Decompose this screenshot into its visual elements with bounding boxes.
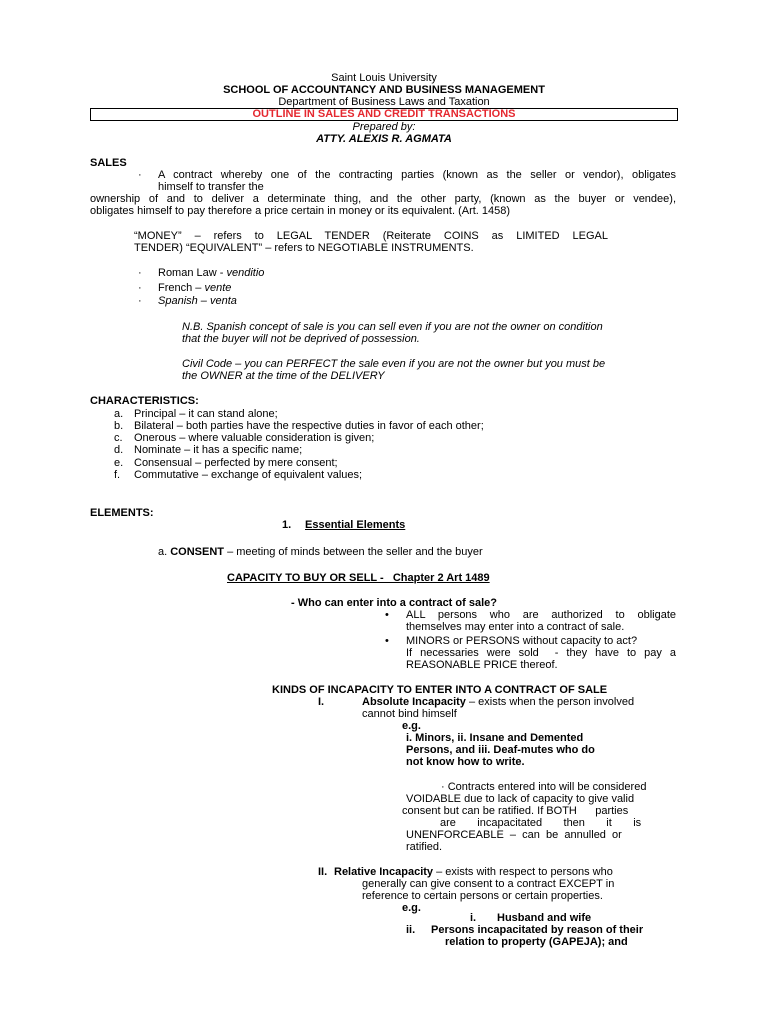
elements-heading: ELEMENTS: [90,507,154,519]
sales-def-line4: obligates himself to pay therefore a price certain in money or its equivalent. (Art. 1458) [90,205,511,217]
relative-item-ii-line2: relation to property (GAPEJA); and [445,936,628,948]
voidable-line4: are incapacitated then it is [440,817,642,829]
absolute-incapacity-line1: Absolute Incapacity – exists when the person involved [362,696,635,708]
characteristic-item-e: e. Consensual – perfected by mere consent; [114,457,338,469]
university-name: Saint Louis University [331,72,437,84]
absolute-eg-line2: Persons, and iii. Deaf-mutes who do [406,744,595,756]
characteristic-item-a: a. Principal – it can stand alone; [114,408,278,420]
characteristic-item-c: c. Onerous – where valuable consideration is given; [114,432,375,444]
characteristics-heading: CHARACTERISTICS: [90,395,199,407]
relative-incapacity-line2: generally can give consent to a contract EXCEPT in [362,878,615,890]
money-line2: TENDER) “EQUIVALENT” – refers to NEGOTIABLE INSTRUMENTS. [134,242,474,254]
sales-bullet: · [138,169,142,181]
who-bullet-1-icon: • [385,609,389,621]
term-roman: · Roman Law - venditio [138,267,265,279]
sales-heading: SALES [90,157,127,169]
who-bullet-2-line1: MINORS or PERSONS without capacity to act? [406,635,638,647]
voidable-line1: · Contracts entered into will be considered [441,781,647,793]
capacity-heading: CAPACITY TO BUY OR SELL - Chapter 2 Art 1489 [227,572,490,584]
department-name: Department of Business Laws and Taxation [278,96,490,108]
term-bullet: · [138,267,142,279]
term-bullet: · [138,282,142,294]
outline-title: OUTLINE IN SALES AND CREDIT TRANSACTIONS [252,108,516,120]
who-bullet-2-line2: If necessaries were sold - they have to pay a [406,647,676,659]
relative-item-ii-number: ii. [406,924,416,936]
term-bullet: · [138,295,142,307]
relative-item-i: Husband and wife [497,912,592,924]
outline-title-box [90,108,678,121]
voidable-line6: ratified. [406,841,443,853]
absolute-eg-label: e.g. [402,720,421,732]
who-bullet-2-line3: REASONABLE PRICE thereof. [406,659,558,671]
author-name: ATTY. ALEXIS R. AGMATA [316,133,452,145]
voidable-line3: consent but can be ratified. If BOTH parties [402,805,629,817]
nb-line1: N.B. Spanish concept of sale is you can sell even if you are not the owner on condition [182,321,603,333]
absolute-incapacity-line2: cannot bind himself [362,708,457,720]
relative-eg-label: e.g. [402,902,421,914]
absolute-eg-line3: not know how to write. [406,756,525,768]
term-spanish: · Spanish – venta [138,295,237,307]
civil-code-line1: Civil Code – you can PERFECT the sale even if you are not the owner but you must be [182,358,606,370]
absolute-incapacity-number: I. [318,696,325,708]
relative-incapacity-number: II. [318,866,328,878]
characteristic-item-d: d. Nominate – it has a specific name; [114,444,303,456]
prepared-by: Prepared by: [352,121,416,133]
essential-elements-title: Essential Elements [305,519,406,531]
relative-incapacity-line3: reference to certain persons or certain properties. [362,890,603,902]
who-bullet-1-line2: themselves may enter into a contract of sale. [406,621,625,633]
relative-item-ii-line1: Persons incapacitated by reason of their [431,924,644,936]
relative-item-i-number: i. [470,912,477,924]
term-french: · French – vente [138,282,232,294]
relative-incapacity-line1: Relative Incapacity – exists with respect to persons who [334,866,613,878]
consent-definition: a. CONSENT – meeting of minds between the seller and the buyer [158,546,483,558]
who-bullet-1-line1: ALL persons who are authorized to obligate [406,609,676,621]
who-bullet-2-icon: • [385,635,389,647]
characteristic-item-b: b. Bilateral – both parties have the respective duties in favor of each other; [114,420,484,432]
absolute-eg-line1: i. Minors, ii. Insane and Demented [406,732,584,744]
voidable-line5: UNENFORCEABLE – can be annulled or [406,829,622,841]
who-question: - Who can enter into a contract of sale? [291,597,497,609]
incapacity-heading: KINDS OF INCAPACITY TO ENTER INTO A CONTRACT OF SALE [272,684,608,696]
voidable-line2: VOIDABLE due to lack of capacity to give valid [406,793,635,805]
essential-elements-number: 1. [282,519,292,531]
civil-code-line2: the OWNER at the time of the DELIVERY [182,370,385,382]
sales-def-line3: ownership of and to deliver a determinate thing, and the other party, (known as the buyer or vendee), [90,193,676,205]
school-name: SCHOOL OF ACCOUNTANCY AND BUSINESS MANAGEMENT [223,84,545,96]
money-line1: “MONEY” – refers to LEGAL TENDER (Reiterate COINS as LIMITED LEGAL [134,230,608,242]
sales-def-line2: himself to transfer the [158,181,264,193]
characteristic-item-f: f. Commutative – exchange of equivalent values; [114,469,363,481]
nb-line2: that the buyer will not be deprived of possession. [182,333,420,345]
sales-def-line1: A contract whereby one of the contracting parties (known as the seller or vendor), obligates [158,169,676,181]
